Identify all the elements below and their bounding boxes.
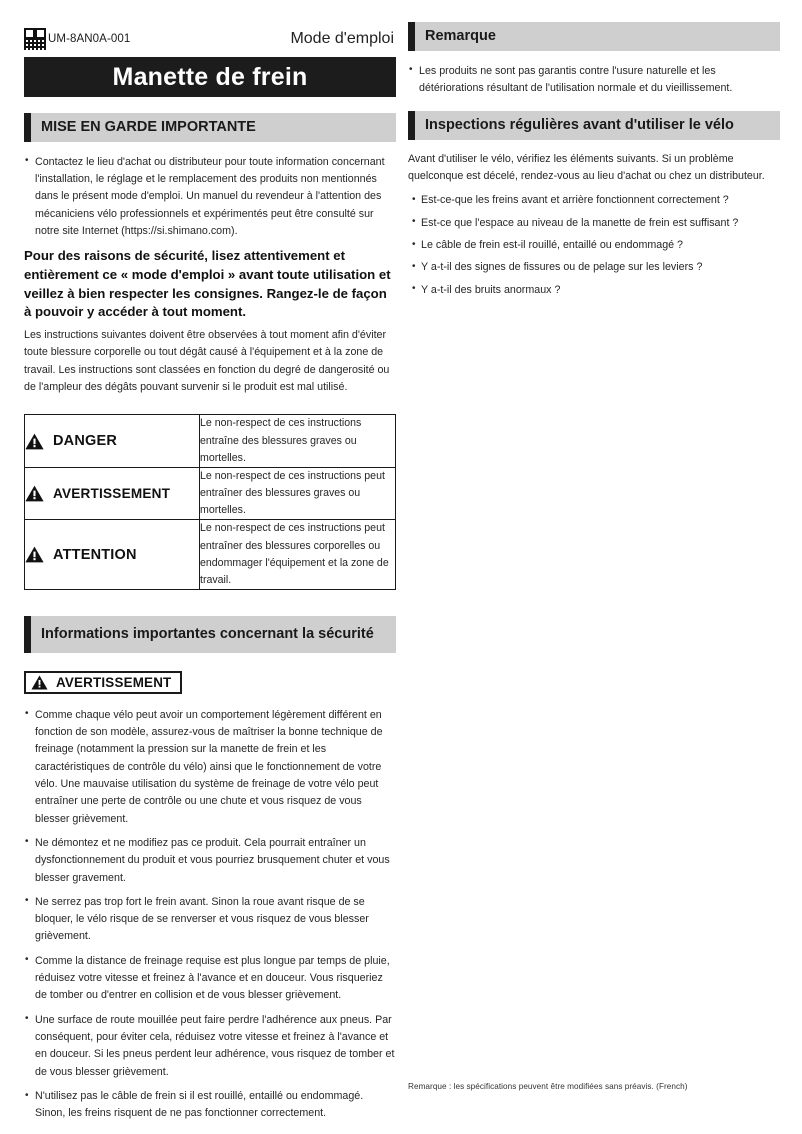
table-row <box>25 415 396 467</box>
hazard-level-label: AVERTISSEMENT <box>53 486 171 502</box>
warning-triangle-icon <box>25 485 44 502</box>
section-header-regular-inspections: Inspections régulières avant d'utiliser le vélo <box>408 111 780 140</box>
instructions-classification-paragraph: Les instructions suivantes doivent être observées à tout moment afin d'éviter toute blessure corporelle ou tout dégât causé à l'équipement et à la zone de travail. Les instructions sont classées en fonction du degré de dangerosité ou de l'ampleur des dégâts pouvant survenir si le produit est mal utilisé. <box>24 329 390 394</box>
list-item: • Le câble de frein est-il rouillé, entaillé ou endommagé ? <box>408 237 780 254</box>
list-item: • Est-ce que l'espace au niveau de la manette de frein est suffisant ? <box>408 215 780 232</box>
masthead <box>24 24 396 54</box>
list-item: • Contactez le lieu d'achat ou distributeur pour toute information concernant l'installation, le réglage et le remplacement des produits non mentionnés dans le présent mode d'emploi. Un manuel du revendeur à l'attention des mécaniciens vélo professionnels et expérimentés peut être consulté sur notre site Internet (https://si.shimano.com). <box>24 154 396 241</box>
hazard-level-table <box>24 414 396 590</box>
hazard-level-label: ATTENTION <box>53 546 137 563</box>
list-item: • Les produits ne sont pas garantis contre l'usure naturelle et les détériorations résultant de l'utilisation normale et du vieillissement. <box>408 63 780 98</box>
document-kind-label: Mode d'emploi <box>290 30 394 47</box>
list-item: • Y a-t-il des bruits anormaux ? <box>408 282 780 299</box>
section-header-safety-information: Informations importantes concernant la sécurité <box>24 616 396 653</box>
page-title: Manette de frein <box>112 62 308 91</box>
warning-triangle-icon <box>31 675 48 690</box>
hazard-level-cell <box>25 467 200 519</box>
warning-triangle-icon <box>25 546 44 563</box>
hazard-description-cell: Le non-respect de ces instructions entraîne des blessures graves ou mortelles. <box>200 415 396 467</box>
section-header-important-warning: MISE EN GARDE IMPORTANTE <box>24 113 396 142</box>
list-item: • Comme chaque vélo peut avoir un comportement légèrement différent en fonction de son modèle, assurez-vous de maîtriser la bonne technique de freinage (notamment la pression sur la manette de frein et les caractéristiques de contrôle du vélo) ainsi que le fonctionnement de votre vélo. Une mauvaise utilisation du système de freinage de votre vélo peut entraîner une perte de contrôle ou une chute et vous risquez de vous blesser grièvement. <box>24 707 396 828</box>
safety-warning-bullets <box>24 707 396 1123</box>
qr-code-icon <box>24 28 46 50</box>
table-row <box>25 467 396 519</box>
hazard-description-cell: Le non-respect de ces instructions peut entraîner des blessures graves ou mortelles. <box>200 467 396 519</box>
warning-triangle-icon <box>25 433 44 450</box>
product-title-bar <box>24 57 396 97</box>
table-row <box>25 520 396 590</box>
list-item: • Y a-t-il des signes de fissures ou de pelage sur les leviers ? <box>408 259 780 276</box>
inspection-checklist <box>408 192 780 299</box>
warning-badge-label: AVERTISSEMENT <box>56 674 172 690</box>
safety-lead-statement: Pour des raisons de sécurité, lisez attentivement et entièrement ce « mode d'emploi » avant toute utilisation et veillez à bien respecter les consignes. Rangez-le de façon à pouvoir y accéder à tout moment. <box>24 248 391 320</box>
document-identifier <box>24 28 130 50</box>
important-warning-bullets <box>24 154 396 241</box>
list-item: • Ne serrez pas trop fort le frein avant. Sinon la roue avant risque de se bloquer, le vélo risque de se renverser et vous risquez de vous blesser grièvement. <box>24 894 396 946</box>
section-header-remark: Remarque <box>408 22 780 51</box>
warning-badge <box>24 671 182 694</box>
remark-bullets <box>408 63 780 98</box>
right-column <box>408 0 780 304</box>
hazard-level-cell <box>25 520 200 590</box>
document-id-label: UM-8AN0A-001 <box>48 33 131 45</box>
hazard-description-cell: Le non-respect de ces instructions peut entraîner des blessures corporelles ou endommager l'équipement et la zone de travail. <box>200 520 396 590</box>
inspection-intro-paragraph: Avant d'utiliser le vélo, vérifiez les éléments suivants. Si un problème quelconque est décelé, rendez-vous au lieu d'achat ou chez un distributeur. <box>408 152 765 183</box>
list-item: • Est-ce-que les freins avant et arrière fonctionnent correctement ? <box>408 192 780 209</box>
left-column <box>24 0 396 1130</box>
list-item: • Une surface de route mouillée peut faire perdre l'adhérence aux pneus. Par conséquent, pour éviter cela, réduisez votre vitesse et freinez à l'avance et en douceur. Si les pneus perdent leur adhérence, vous risquez de tomber et de vous blesser grièvement. <box>24 1012 396 1081</box>
hazard-level-cell <box>25 415 200 467</box>
footer-note: Remarque : les spécifications peuvent être modifiées sans préavis. (French) <box>408 1082 688 1091</box>
list-item: • Comme la distance de freinage requise est plus longue par temps de pluie, réduisez votre vitesse et freinez à l'avance et en douceur. Vous risqueriez de tomber ou d'entrer en collision et de vous blesser grièvement. <box>24 953 396 1005</box>
hazard-level-label: DANGER <box>53 433 118 450</box>
list-item: • N'utilisez pas le câble de frein si il est rouillé, entaillé ou endommagé. Sinon, les freins risquent de ne pas fonctionner correctement. <box>24 1088 396 1123</box>
list-item: • Ne démontez et ne modifiez pas ce produit. Cela pourrait entraîner un dysfonctionnement du produit et vous pourriez brusquement chuter et vous blesser gravement. <box>24 835 396 887</box>
